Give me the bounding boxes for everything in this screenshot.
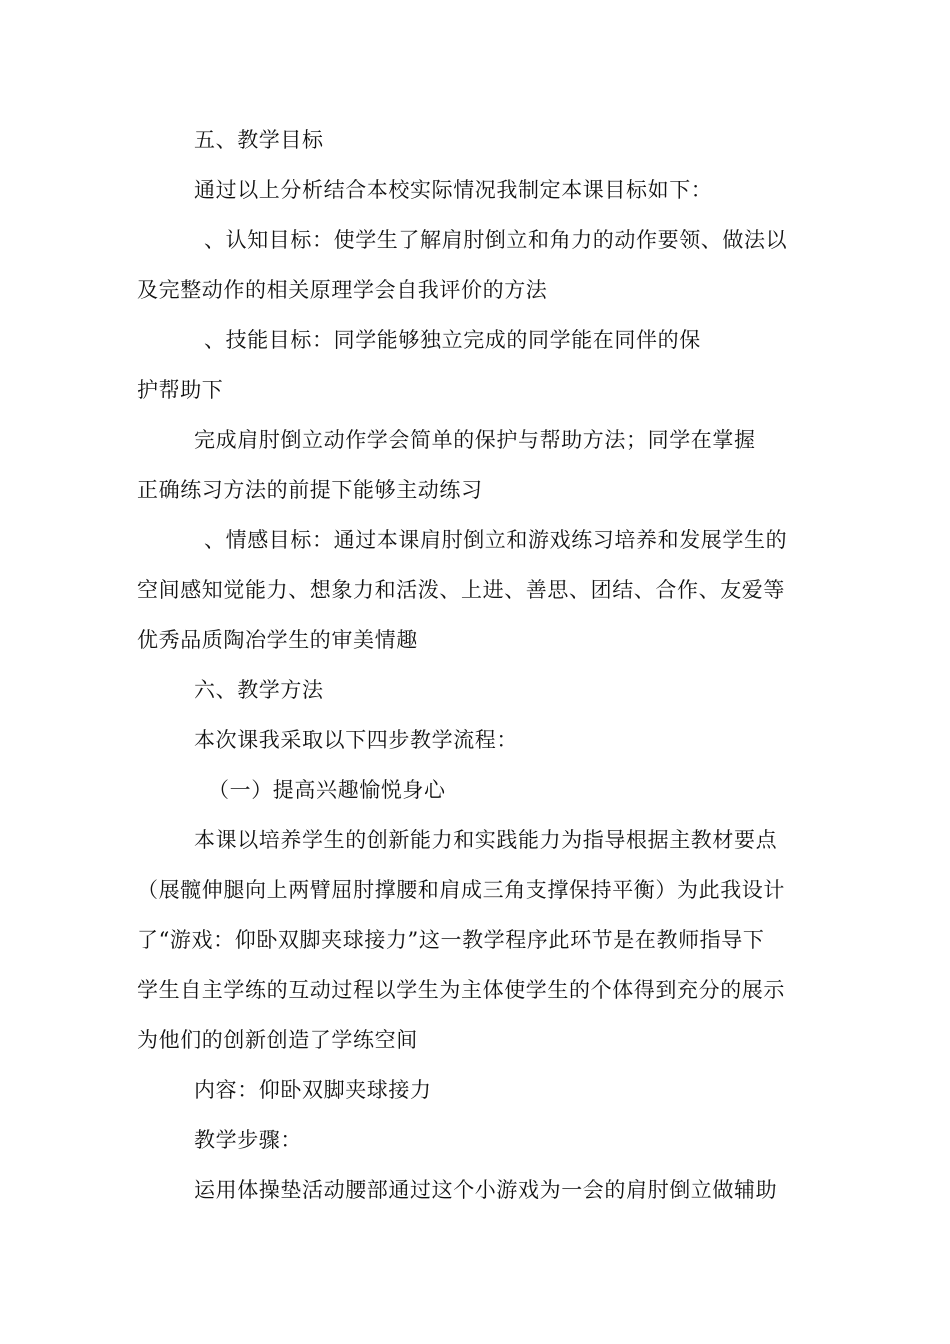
affective-goal-line-1: 、情感目标：通过本课肩肘倒立和游戏练习培养和发展学生的 bbox=[204, 528, 788, 552]
skill-goal-cont-line-2: 正确练习方法的前提下能够主动练习 bbox=[137, 478, 483, 502]
methods-paragraph-line-2: （展髋伸腿向上两臂屈肘撑腰和肩成三角支撑保持平衡）为此我设计 bbox=[137, 878, 785, 902]
objectives-intro: 通过以上分析结合本校实际情况我制定本课目标如下： bbox=[194, 178, 713, 202]
content-line: 内容：仰卧双脚夹球接力 bbox=[194, 1078, 432, 1102]
section-heading-methods: 六、教学方法 bbox=[194, 678, 324, 702]
steps-label: 教学步骤： bbox=[194, 1128, 302, 1152]
methods-paragraph-line-4: 学生自主学练的互动过程以学生为主体使学生的个体得到充分的展示 bbox=[137, 978, 785, 1002]
affective-goal-line-3: 优秀品质陶冶学生的审美情趣 bbox=[137, 628, 418, 652]
skill-goal-cont-line-1: 完成肩肘倒立动作学会简单的保护与帮助方法；同学在掌握 bbox=[194, 428, 756, 452]
skill-goal-line-1: 、技能目标：同学能够独立完成的同学能在同伴的保 bbox=[204, 328, 701, 352]
section-heading-objectives: 五、教学目标 bbox=[194, 128, 324, 152]
cognitive-goal-line-2: 及完整动作的相关原理学会自我评价的方法 bbox=[137, 278, 548, 302]
methods-subheading: （一）提高兴趣愉悦身心 bbox=[208, 778, 446, 802]
skill-goal-line-2: 护帮助下 bbox=[137, 378, 224, 402]
methods-paragraph-line-3: 了“游戏：仰卧双脚夹球接力”这一教学程序此环节是在教师指导下 bbox=[137, 928, 765, 952]
methods-paragraph-line-1: 本课以培养学生的创新能力和实践能力为指导根据主教材要点 bbox=[194, 828, 778, 852]
affective-goal-line-2: 空间感知觉能力、想象力和活泼、上进、善思、团结、合作、友爱等 bbox=[137, 578, 785, 602]
cognitive-goal-line-1: 、认知目标：使学生了解肩肘倒立和角力的动作要领、做法以 bbox=[204, 228, 788, 252]
methods-paragraph-line-5: 为他们的创新创造了学练空间 bbox=[137, 1028, 418, 1052]
steps-first-line: 运用体操垫活动腰部通过这个小游戏为一会的肩肘倒立做辅助 bbox=[194, 1178, 778, 1202]
methods-intro: 本次课我采取以下四步教学流程： bbox=[194, 728, 518, 752]
